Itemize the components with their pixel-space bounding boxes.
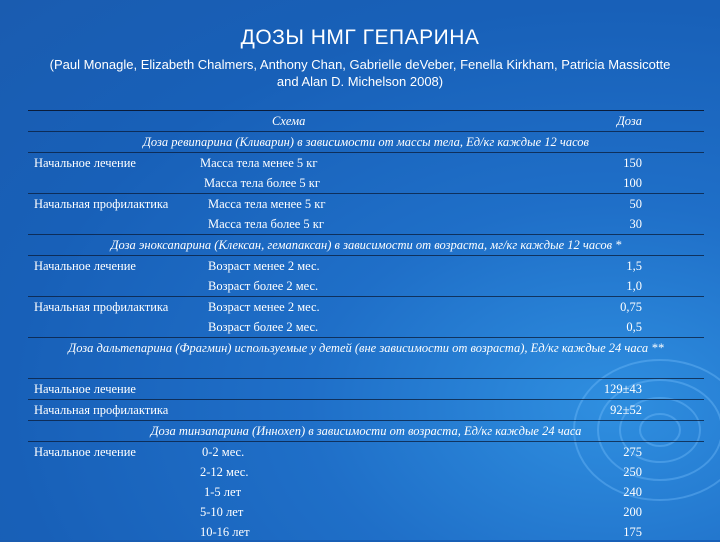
enoxaparin-section-title: Доза эноксапарина (Клексан, гемапаксан) в зависимости от возраста, мг/кг каждые 12 часов *: [28, 235, 704, 256]
table-row: 2-12 мес. 250: [200, 465, 642, 479]
table-row: Масса тела более 5 кг 100: [28, 173, 704, 194]
table-row: 1-5 лет 240: [204, 485, 642, 499]
table-row: Начальное лечение 129±43: [28, 379, 704, 400]
table-row: Начальное лечение 0-2 мес. 275: [34, 445, 642, 459]
table-row: Начальное лечение Возраст менее 2 мес. 1,5 Возраст более 2 мес. 1,0: [28, 256, 704, 297]
table-row: Масса тела более 5 кг 30: [28, 214, 704, 235]
table-row: Начальная профилактика Возраст менее 2 мес. 0,75 Возраст более 2 мес. 0,5: [28, 297, 704, 338]
scheme-header: Схема: [272, 114, 306, 128]
table-row: 5-10 лет 200: [200, 505, 642, 519]
dosage-table: [28, 110, 704, 542]
dalteparin-section-title: Доза дальтепарина (Фрагмин) используемые у детей (вне зависимости от возраста), Ед/кг каждые 24 часа **: [28, 338, 704, 379]
table-row: Начальное лечение Масса тела менее 5 кг 150: [34, 156, 642, 170]
tinzaparin-section-title: Доза тинзапарина (Иннохеп) в зависимости от возраста, Ед/кг каждые 24 часа: [28, 421, 704, 442]
authors-citation: (Paul Monagle, Elizabeth Chalmers, Anthony Chan, Gabrielle deVeber, Fenella Kirkham, Patricia Massicotte and Alan D. Michelson 2008): [49, 57, 671, 89]
table-row: 10-16 лет 175: [200, 525, 642, 539]
table-row: Начальная профилактика Масса тела менее 5 кг 50: [34, 197, 642, 211]
table-row: Начальная профилактика 92±52: [28, 400, 704, 421]
table-header-row: [28, 111, 704, 132]
dose-header: Доза: [616, 114, 642, 128]
slide-title: ДОЗЫ НМГ ГЕПАРИНА: [240, 26, 480, 49]
reviparin-section-title: Доза ревипарина (Кливарин) в зависимости от массы тела, Ед/кг каждые 12 часов: [28, 132, 704, 153]
